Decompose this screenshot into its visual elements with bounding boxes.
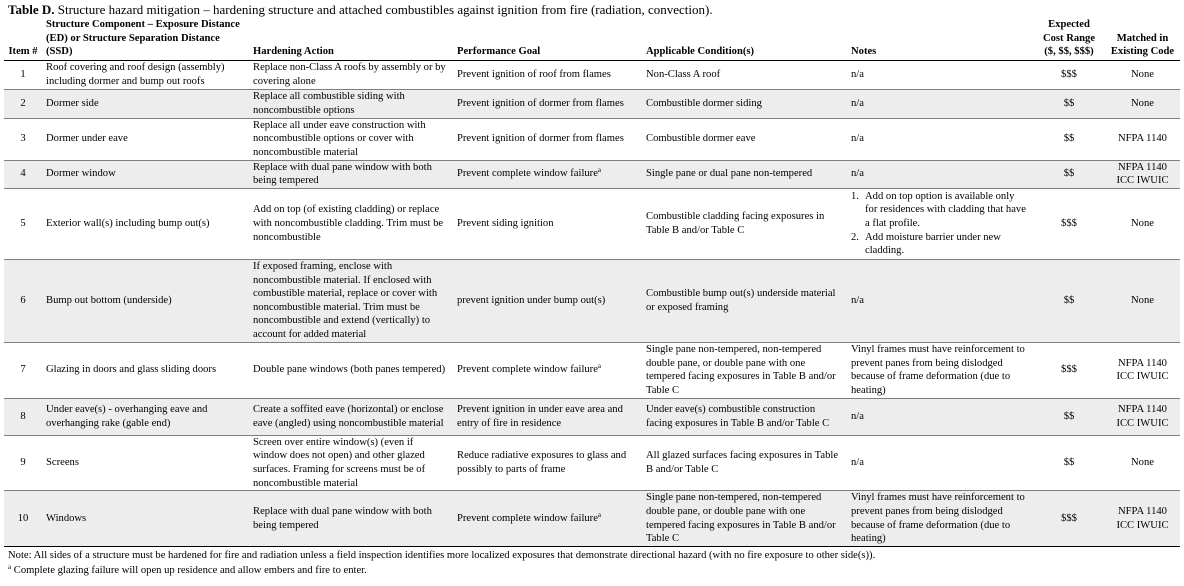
cell-action: Add on top (of existing cladding) or replace with noncombustible cladding. Trim must be noncombustible: [253, 204, 444, 243]
cell-goal: [453, 89, 642, 118]
cell-action: Replace with dual pane window with both being tempered: [253, 506, 432, 531]
header-action: Hardening Action: [249, 17, 453, 60]
cell-action: Replace non-Class A roofs by assembly or by covering alone: [253, 62, 446, 87]
cell-code: None: [1131, 294, 1154, 306]
footnote-ref: a: [597, 362, 602, 371]
cell-component: Dormer side: [46, 97, 99, 109]
cell-notes: n/a: [851, 410, 864, 422]
cell-cost: $$$: [1061, 217, 1077, 229]
cell-cost: $$$: [1061, 512, 1077, 524]
cell-component: Bump out bottom (underside): [46, 294, 172, 306]
cell-action: Screen over entire window(s) (even if window does not open) and other glazed surfaces. Framing for screens must be of noncombustible material: [253, 436, 426, 489]
goal-text: Prevent ignition of dormer from flames: [457, 133, 624, 145]
cell-component: Under eave(s) - overhanging eave and overhanging rake (gable end): [46, 404, 208, 429]
cell-code: NFPA 1140 ICC IWUIC: [1116, 506, 1169, 531]
cell-item: 3: [20, 133, 26, 145]
cell-cost: $$: [1063, 97, 1075, 109]
notes-list-item: 2. Add moisture barrier under new cladding.: [851, 231, 1001, 257]
cell-item: 7: [20, 364, 26, 376]
cell-component: Roof covering and roof design (assembly) including dormer and bump out roofs: [46, 62, 225, 87]
hazard-mitigation-table: [4, 17, 1180, 547]
cell-component: Screens: [46, 457, 79, 469]
cell-condition: Combustible dormer eave: [646, 133, 756, 145]
cell-component: Dormer window: [46, 168, 116, 180]
table-row: [4, 60, 1180, 89]
table-row: [4, 188, 1180, 259]
table-caption: [8, 2, 713, 18]
cell-item: 4: [20, 168, 26, 180]
table-row: [4, 435, 1180, 490]
cell-notes: [847, 188, 1033, 259]
footnote-ref: a: [597, 166, 602, 175]
cell-cost: $$$: [1061, 68, 1077, 80]
cell-goal: [453, 60, 642, 89]
cell-code: None: [1131, 68, 1154, 80]
cell-item: 5: [20, 217, 26, 229]
cell-code: None: [1131, 217, 1154, 229]
cell-component: Dormer under eave: [46, 133, 128, 145]
table-row: [4, 89, 1180, 118]
cell-item: 10: [17, 512, 29, 524]
cell-component: Windows: [46, 512, 87, 524]
goal-text: Prevent ignition of roof from flames: [457, 68, 611, 80]
goal-text: prevent ignition under bump out(s): [457, 294, 606, 306]
cell-code: NFPA 1140: [1118, 133, 1167, 145]
cell-action: Replace with dual pane window with both being tempered: [253, 161, 432, 187]
cell-condition: Combustible dormer siding: [646, 97, 762, 109]
cell-item: 9: [20, 457, 26, 469]
cell-condition: Single pane non-tempered, non-tempered double pane, or double pane with one tempered facing exposures in Table B and/or Table C: [646, 492, 836, 545]
cell-goal: [453, 160, 642, 188]
cell-cost: $$: [1063, 457, 1075, 469]
cell-goal: [453, 342, 642, 398]
table-row: [4, 398, 1180, 435]
cell-cost: $$: [1063, 294, 1075, 306]
cell-goal: [453, 259, 642, 342]
cell-action: Create a soffited eave (horizontal) or enclose eave (angled) using noncombustible material: [253, 404, 444, 429]
footnote-a-mark: a: [8, 563, 12, 571]
header-condition: Applicable Condition(s): [642, 17, 847, 60]
cell-goal: [453, 398, 642, 435]
cell-code: NFPA 1140 ICC IWUIC: [1116, 357, 1169, 383]
cell-item: 8: [20, 410, 26, 422]
goal-text: Prevent ignition in under eave area and entry of fire in residence: [457, 404, 623, 429]
header-item: Item #: [4, 17, 42, 60]
cell-condition: Non-Class A roof: [646, 68, 721, 80]
cell-action: If exposed framing, enclose with noncombustible material. If enclosed with combustible material, replace or cover with noncombustible material. Trim must be noncombustible and extend (vertically) to account for added material: [253, 260, 438, 340]
cell-cost: $$: [1063, 133, 1075, 145]
cell-code: None: [1131, 97, 1154, 109]
header-row: [4, 17, 1180, 60]
cell-item: 2: [20, 97, 26, 109]
cell-condition: Single pane non-tempered, non-tempered double pane, or double pane with one tempered facing exposures in Table B and/or Table C: [646, 344, 836, 396]
header-cost: Expected Cost Range ($, $$, $$$): [1033, 17, 1105, 60]
cell-component: Exterior wall(s) including bump out(s): [46, 217, 210, 229]
goal-text: Prevent complete window failure: [457, 364, 598, 376]
cell-condition: Single pane or dual pane non-tempered: [646, 168, 813, 180]
cell-cost: $$: [1063, 168, 1075, 180]
notes-list-item: 1. Add on top option is available only for residences with cladding that have a flat profile.: [851, 190, 1026, 229]
cell-code: None: [1131, 457, 1154, 469]
caption-label: Table D.: [8, 2, 55, 17]
cell-code: NFPA 1140 ICC IWUIC: [1116, 161, 1169, 187]
cell-code: NFPA 1140 ICC IWUIC: [1116, 404, 1169, 429]
table-row: [4, 259, 1180, 342]
table-row: [4, 342, 1180, 398]
footnote-ref: a: [597, 510, 602, 519]
cell-cost: $$$: [1061, 364, 1077, 376]
cell-cost: $$: [1063, 410, 1075, 422]
cell-notes: n/a: [851, 133, 864, 145]
caption-text: Structure hazard mitigation – hardening structure and attached combustibles against ignition from fire (radiation, convection).: [54, 2, 713, 17]
cell-notes: n/a: [851, 97, 864, 109]
cell-notes: n/a: [851, 68, 864, 80]
header-goal: Performance Goal: [453, 17, 642, 60]
header-notes: Notes: [847, 17, 1033, 60]
table-row: [4, 160, 1180, 188]
cell-action: Replace all under eave construction with noncombustible options or cover with noncombustible material: [253, 119, 426, 158]
cell-notes: Vinyl frames must have reinforcement to prevent panes from being dislodged because of frame deformation (due to heating): [851, 344, 1025, 396]
footnote-a-text: Complete glazing failure will open up residence and allow embers and fire to enter.: [11, 565, 367, 576]
cell-condition: Combustible bump out(s) underside material or exposed framing: [646, 288, 836, 313]
cell-notes: Vinyl frames must have reinforcement to prevent panes from being dislodged because of frame deformation (due to heating): [851, 492, 1025, 545]
cell-goal: [453, 118, 642, 160]
cell-item: 1: [20, 68, 26, 80]
cell-item: 6: [20, 294, 26, 306]
footnote-a: [8, 565, 367, 576]
notes-list: [851, 190, 1029, 258]
cell-component: Glazing in doors and glass sliding doors: [46, 364, 217, 376]
header-code: Matched in Existing Code: [1105, 17, 1180, 60]
cell-condition: All glazed surfaces facing exposures in Table B and/or Table C: [646, 450, 839, 475]
table-body: [4, 60, 1180, 546]
goal-text: Reduce radiative exposures to glass and possibly to parts of frame: [457, 450, 627, 475]
table-row: [4, 118, 1180, 160]
table-row: [4, 491, 1180, 547]
cell-action: Replace all combustible siding with noncombustible options: [253, 91, 405, 116]
cell-condition: Under eave(s) combustible construction facing exposures in Table B and/or Table C: [646, 404, 830, 429]
table-note: Note: All sides of a structure must be hardened for fire and radiation unless a field inspection identifies more localized exposures that demonstrate directional hazard (with no fire exposure to other side(s)).: [8, 550, 876, 561]
cell-goal: [453, 188, 642, 259]
goal-text: Prevent ignition of dormer from flames: [457, 97, 624, 109]
cell-notes: n/a: [851, 168, 864, 180]
goal-text: Prevent siding ignition: [457, 217, 554, 229]
cell-notes: n/a: [851, 294, 864, 306]
cell-notes: n/a: [851, 457, 864, 469]
cell-condition: Combustible cladding facing exposures in Table B and/or Table C: [646, 211, 825, 236]
cell-goal: [453, 491, 642, 547]
cell-goal: [453, 435, 642, 490]
goal-text: Prevent complete window failure: [457, 168, 598, 180]
cell-action: Double pane windows (both panes tempered): [253, 364, 446, 376]
goal-text: Prevent complete window failure: [457, 512, 598, 524]
header-component: Structure Component – Exposure Distance (ED) or Structure Separation Distance (SSD): [42, 17, 249, 60]
